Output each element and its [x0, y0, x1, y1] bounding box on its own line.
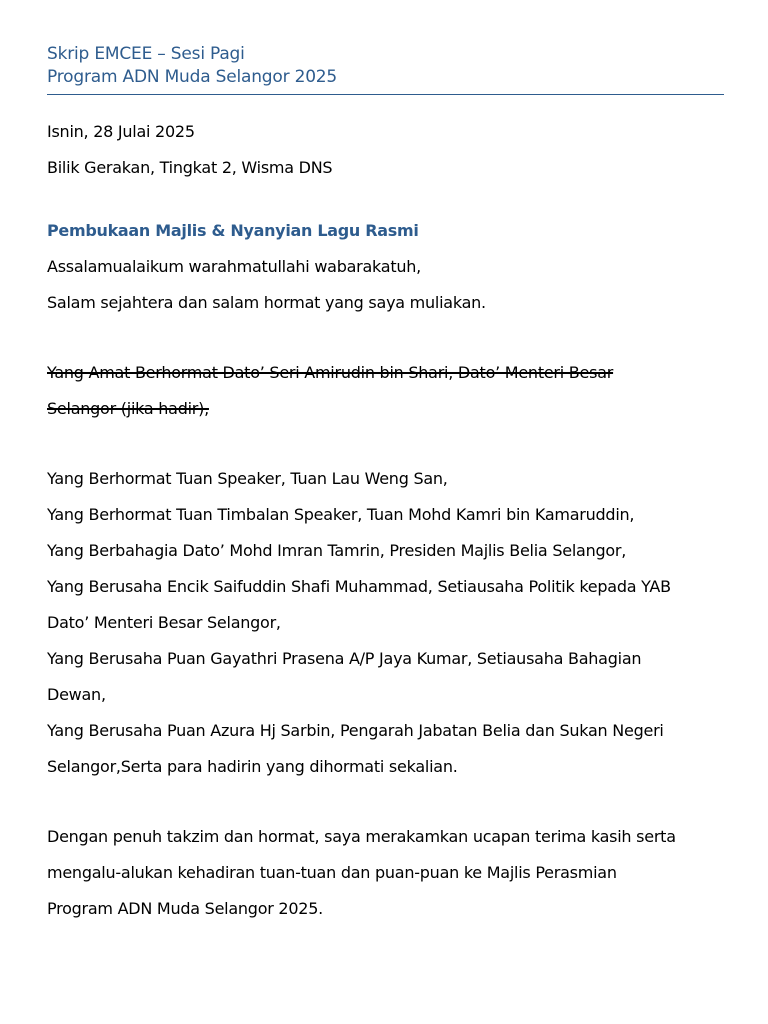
closing-line: mengalu-alukan kehadiran tuan-tuan dan puan-puan ke Majlis Perasmian	[47, 863, 617, 882]
salutation-line: Yang Berhormat Tuan Timbalan Speaker, Tuan Mohd Kamri bin Kamaruddin,	[47, 505, 635, 524]
salutation-line: Yang Berusaha Puan Azura Hj Sarbin, Pengarah Jabatan Belia dan Sukan Negeri	[47, 721, 664, 740]
closing-line: Program ADN Muda Selangor 2025.	[47, 899, 323, 918]
salutation-line: Yang Berbahagia Dato’ Mohd Imran Tamrin, Presiden Majlis Belia Selangor,	[47, 541, 627, 560]
greeting-line: Salam sejahtera dan salam hormat yang saya muliakan.	[47, 293, 486, 312]
spacer	[47, 785, 747, 819]
salutation-line: Dato’ Menteri Besar Selangor,	[47, 613, 281, 632]
struck-salutation-line: Yang Amat Berhormat Dato’ Seri Amirudin bin Shari, Dato’ Menteri Besar	[47, 363, 614, 382]
salutation-line: Yang Berusaha Puan Gayathri Prasena A/P Jaya Kumar, Setiausaha Bahagian	[47, 649, 642, 668]
closing-paragraph	[47, 819, 747, 927]
salutation-list	[47, 461, 747, 785]
spacer	[47, 427, 747, 461]
section-heading: Pembukaan Majlis & Nyanyian Lagu Rasmi	[47, 221, 419, 240]
salutation-line: Yang Berhormat Tuan Speaker, Tuan Lau Weng San,	[47, 469, 448, 488]
spacer	[47, 186, 747, 213]
event-date: Isnin, 28 Julai 2025	[47, 122, 195, 141]
document-body	[47, 114, 747, 927]
event-venue: Bilik Gerakan, Tingkat 2, Wisma DNS	[47, 158, 333, 177]
header-subtitle: Program ADN Muda Selangor 2025	[47, 67, 338, 87]
salutation-line: Selangor,Serta para hadirin yang dihormati sekalian.	[47, 757, 458, 776]
salutation-line: Dewan,	[47, 685, 106, 704]
header-title: Skrip EMCEE – Sesi Pagi	[47, 44, 245, 64]
closing-line: Dengan penuh takzim dan hormat, saya merakamkan ucapan terima kasih serta	[47, 827, 676, 846]
spacer	[47, 321, 747, 355]
struck-salutation-line: Selangor (jika hadir),	[47, 399, 209, 418]
document-header	[47, 43, 724, 95]
salutation-line: Yang Berusaha Encik Saifuddin Shafi Muhammad, Setiausaha Politik kepada YAB	[47, 577, 671, 596]
greeting-line: Assalamualaikum warahmatullahi wabarakatuh,	[47, 257, 421, 276]
